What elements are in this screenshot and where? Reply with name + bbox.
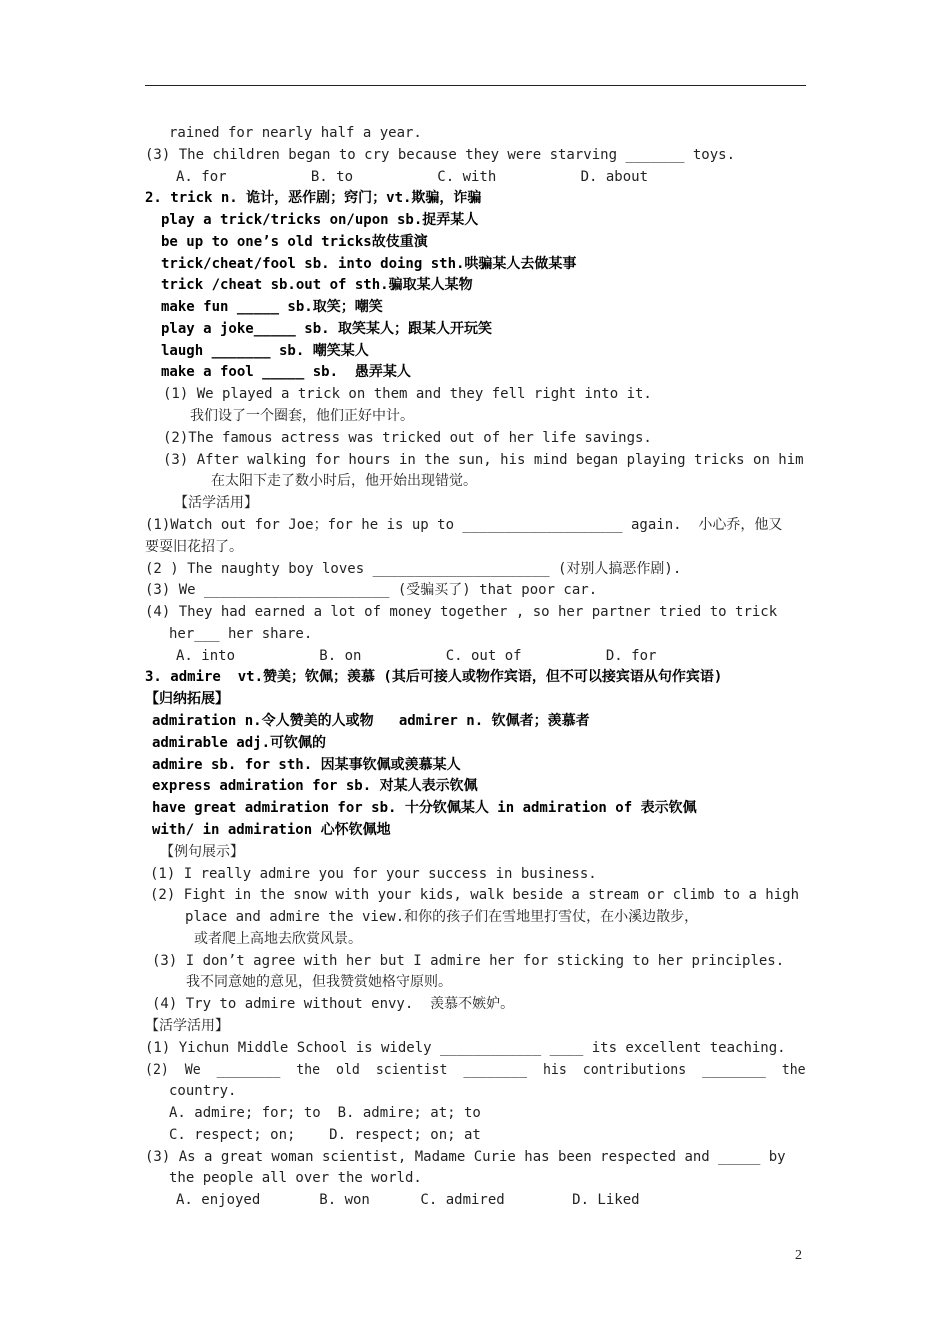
text-line: country. (169, 1083, 237, 1099)
text-line: (1) We played a trick on them and they fell right into it. (163, 386, 652, 402)
text-line: (2) We ________ the old scientist ________ his contributions ________ the (145, 1062, 806, 1078)
subsection-heading: 【活学活用】 (174, 495, 258, 511)
phrase-line: make fun _____ sb.取笑；嘲笑 (161, 299, 383, 315)
text-line: (4) They had earned a lot of money together , so her partner tried to trick (145, 604, 778, 620)
text-line: the people all over the world. (169, 1170, 422, 1186)
phrase-line: admire sb. for sth. 因某事钦佩或羡慕某人 (152, 757, 461, 773)
phrase-line: make a fool _____ sb. 愚弄某人 (161, 364, 411, 380)
phrase-line: laugh _______ sb. 嘲笑某人 (161, 343, 369, 359)
subsection-heading: 【例句展示】 (160, 844, 244, 860)
text-line: (2 ) The naughty boy loves _____________________ (对别人搞恶作剧). (145, 561, 682, 577)
text-line: A. for B. to C. with D. about (176, 169, 649, 185)
text-line: A. admire; for; to B. admire; at; to (169, 1105, 481, 1121)
text-line: (3) We ______________________ (受骗买了) that poor car. (145, 582, 598, 598)
translation-line: 我们设了一个圈套，他们正好中计。 (190, 408, 414, 424)
phrase-line: with/ in admiration 心怀钦佩地 (152, 822, 391, 838)
translation-line: 在太阳下走了数小时后，他开始出现错觉。 (211, 473, 477, 489)
text-line: her___ her share. (169, 626, 313, 642)
text-line: (4) Try to admire without envy. 羡慕不嫉妒。 (152, 996, 515, 1012)
text-line: (3) The children began to cry because they were starving _______ toys. (145, 147, 736, 163)
text-line: 要耍旧花招了。 (145, 539, 243, 555)
text-line: A. into B. on C. out of D. for (176, 648, 657, 664)
text-line: place and admire the view.和你的孩子们在雪地里打雪仗，在小溪边散步， (185, 909, 699, 925)
text-line: (3) After walking for hours in the sun, his mind began playing tricks on him (163, 452, 804, 468)
phrase-line: admirable adj.可钦佩的 (152, 735, 327, 751)
phrase-line: have great admiration for sb. 十分钦佩某人 in admiration of 表示钦佩 (152, 800, 697, 816)
translation-line: 或者爬上高地去欣赏风景。 (194, 931, 362, 947)
phrase-line: play a joke_____ sb. 取笑某人；跟某人开玩笑 (161, 321, 493, 337)
text-line: A. enjoyed B. won C. admired D. Liked (176, 1192, 640, 1208)
translation-line: 我不同意她的意见，但我赞赏她格守原则。 (186, 974, 452, 990)
text-line: C. respect; on; D. respect; on; at (169, 1127, 481, 1143)
text-line: (2) Fight in the snow with your kids, walk beside a stream or climb to a high (150, 887, 800, 903)
text-line: (3) I don’t agree with her but I admire her for sticking to her principles. (152, 953, 785, 969)
section-heading: 3. admire vt.赞美；钦佩；羡慕 (其后可接人或物作宾语，但不可以接宾语从句作宾语) (145, 669, 723, 685)
text-line: (3) As a great woman scientist, Madame Curie has been respected and _____ by (145, 1149, 786, 1165)
text-line: (2)The famous actress was tricked out of her life savings. (163, 430, 652, 446)
phrase-line: admiration n.令人赞美的人或物 admirer n. 钦佩者；羡慕者 (152, 713, 590, 729)
header-rule (145, 85, 806, 86)
subsection-heading: 【归纳拓展】 (145, 691, 229, 707)
text-line: (1)Watch out for Joe；for he is up to ___________________ again. 小心乔，他又 (145, 517, 783, 533)
phrase-line: express admiration for sb. 对某人表示钦佩 (152, 778, 478, 794)
text-line: (1) I really admire you for your success in business. (150, 866, 597, 882)
phrase-line: trick /cheat sb.out of sth.骗取某人某物 (161, 277, 473, 293)
subsection-heading: 【活学活用】 (145, 1018, 229, 1034)
text-line: rained for nearly half a year. (169, 125, 422, 141)
section-heading: 2. trick n. 诡计，恶作剧；窍门；vt.欺骗，诈骗 (145, 190, 482, 206)
text-line: (1) Yichun Middle School is widely ____________ ____ its excellent teaching. (145, 1040, 786, 1056)
phrase-line: play a trick/tricks on/upon sb.捉弄某人 (161, 212, 479, 228)
phrase-line: be up to one’s old tricks故伎重演 (161, 234, 428, 250)
page-number: 2 (795, 1248, 802, 1263)
phrase-line: trick/cheat/fool sb. into doing sth.哄骗某人去做某事 (161, 256, 577, 272)
